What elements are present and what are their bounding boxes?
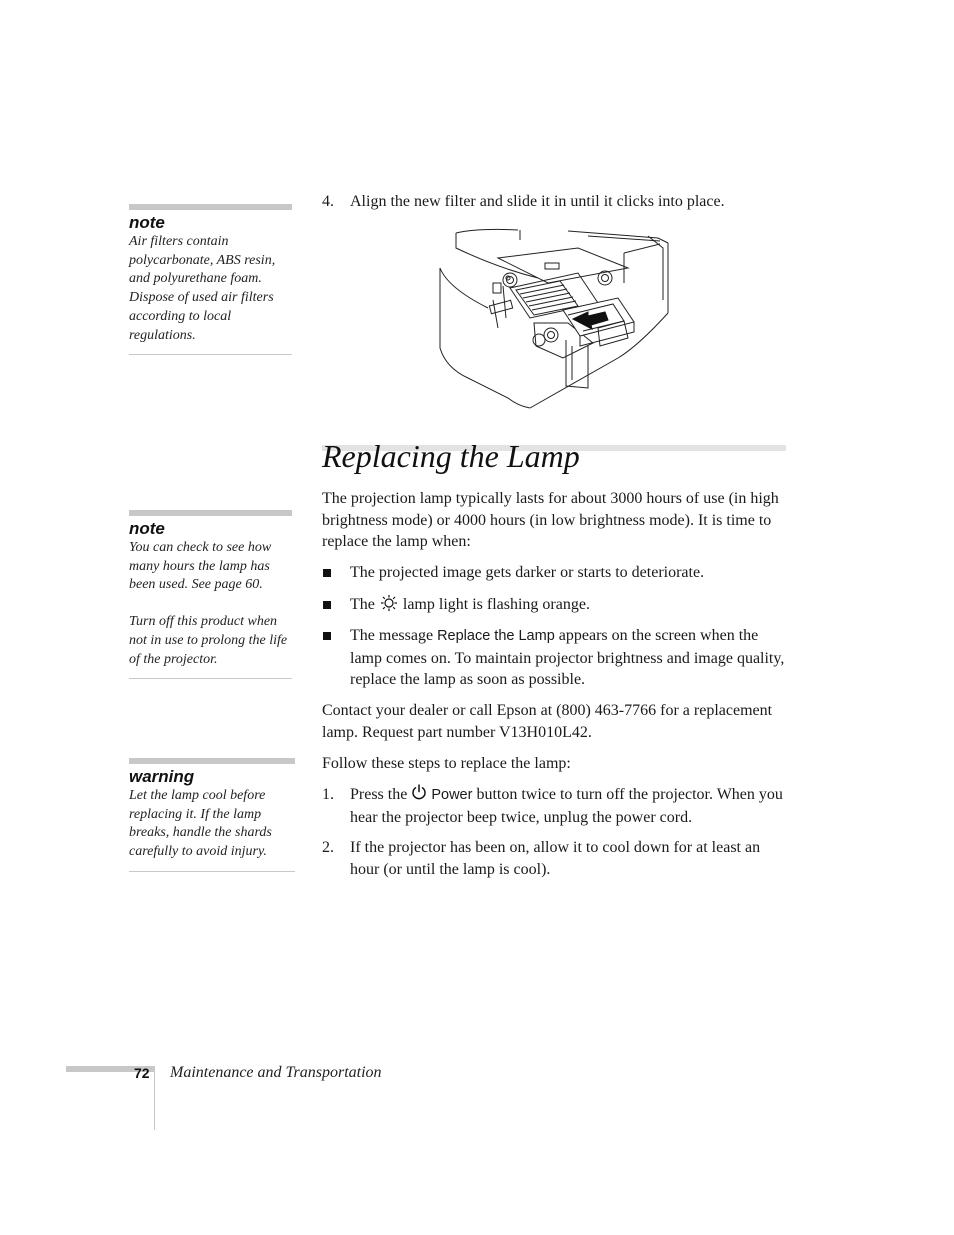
note-rule xyxy=(129,678,292,679)
steps-intro: Follow these steps to replace the lamp: xyxy=(322,755,571,772)
warning-paragraph: Let the lamp cool before replacing it. If the lamp breaks, handle the shards carefully to avoid injury. xyxy=(129,788,272,860)
note-bar xyxy=(129,510,292,516)
warning-text xyxy=(129,787,295,862)
contact-paragraph: Contact your dealer or call Epson at (800) 463-7766 for a replacement lamp. Request part number V13H010L42. xyxy=(322,702,773,741)
step-1 xyxy=(322,784,788,828)
warning-heading: warning xyxy=(129,767,195,786)
bullet-text xyxy=(350,594,788,616)
step-text: Align the new filter and slide it in until it clicks into place. xyxy=(350,193,725,210)
warning-rule xyxy=(129,871,295,872)
bullet-text-pre: The xyxy=(350,596,375,613)
projector-filter-illustration xyxy=(438,228,670,410)
step-2 xyxy=(322,837,788,880)
step-text xyxy=(350,784,788,828)
on-screen-message: Replace the Lamp xyxy=(437,628,555,644)
note-paragraph: Air filters contain polycarbonate, ABS resin, and polyurethane foam. Dispose of used air filters according to local regulations. xyxy=(129,234,276,343)
page-number: 72 xyxy=(134,1065,150,1081)
step-number: 4. xyxy=(322,193,334,210)
bullet-marker xyxy=(323,632,331,640)
sidebar-note-lamp-hours xyxy=(129,510,292,679)
bullet-text-pre: The message xyxy=(350,627,434,644)
note-heading: note xyxy=(129,519,165,538)
section-title: Replacing the Lamp xyxy=(322,438,580,474)
sidebar-warning xyxy=(129,758,295,872)
bullet-item xyxy=(322,625,788,691)
step-text-pre: Press the xyxy=(350,786,408,803)
step-number: 2. xyxy=(322,839,334,856)
bullet-text-post: lamp light is flashing orange. xyxy=(402,596,590,613)
note-paragraph: Turn off this product when not in use to prolong the life of the projector. xyxy=(129,614,288,667)
bullet-item xyxy=(322,562,788,584)
bullet-text: The projected image gets darker or starts to deteriorate. xyxy=(350,564,705,581)
step-text: If the projector has been on, allow it to cool down for at least an hour (or until the lamp is cool). xyxy=(350,839,761,878)
note-heading: note xyxy=(129,213,165,232)
warning-bar xyxy=(129,758,295,764)
step-4 xyxy=(322,191,788,213)
power-icon xyxy=(411,784,427,800)
bullet-item xyxy=(322,594,788,616)
note-text xyxy=(129,233,292,345)
step-text-post: button twice to turn off the projector. When you hear the projector beep twice, unplug the power cord. xyxy=(350,786,783,826)
bullet-text-post: appears on the screen when the lamp comes on. To maintain projector brightness and image quality, replace the lamp as soon as possible. xyxy=(350,627,785,688)
lamp-icon xyxy=(379,595,399,611)
step-number: 1. xyxy=(322,786,334,803)
bullet-marker xyxy=(323,601,331,609)
chapter-title: Maintenance and Transportation xyxy=(170,1064,382,1081)
note-bar xyxy=(129,204,292,210)
intro-paragraph: The projection lamp typically lasts for about 3000 hours of use (in high brightness mode) or 4000 hours (in low brightness mode). It is time to replace the lamp when: xyxy=(322,490,779,550)
sidebar-note-filters xyxy=(129,204,292,355)
note-rule xyxy=(129,354,292,355)
bullet-marker xyxy=(323,569,331,577)
note-paragraph: You can check to see how many hours the lamp has been used. See page 60. xyxy=(129,540,272,593)
note-text xyxy=(129,539,292,669)
power-button-label: Power xyxy=(431,787,473,803)
bullet-text xyxy=(350,625,788,691)
footer-divider xyxy=(154,1066,155,1130)
